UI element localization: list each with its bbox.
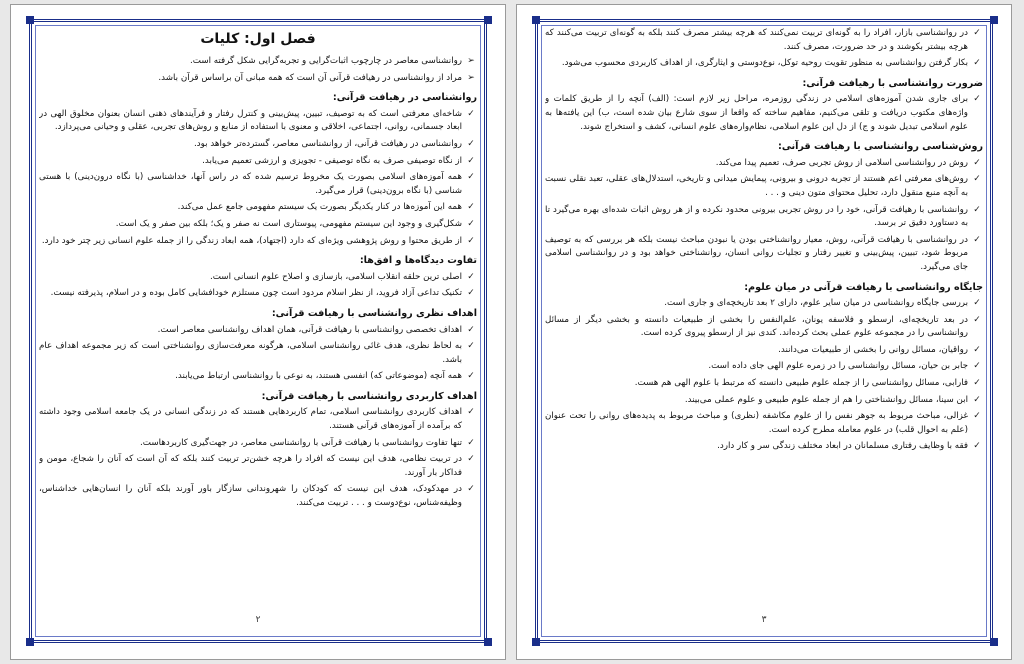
checkmark-bullet-icon: ✓ — [973, 204, 981, 215]
list-item: ✓ تنها تفاوت روانشناسی با رهیافت قرآنی با روانشناسی معاصر، در جهت‌گیری کاربردهاست. — [39, 437, 477, 451]
intro-item: ➢ مراد از روانشناسی در رهیافت قرآنی آن است که همه مبانی آن براساس قرآن باشد. — [39, 72, 477, 86]
list-item: ✓ در روانشناسی بازار، افراد را به گونه‌ای تربیت نمی‌کنند که هرچه بیشتر مصرف کنند بلکه به گونه‌ای تربیت می‌کنند که هرچه بیشتر بکوشند و در حد ضرورت، مصرف کنند. — [545, 27, 983, 54]
section-heading: اهداف کاربردی روانشناسی با رهیافت قرآنی: — [261, 390, 477, 402]
checkmark-bullet-icon: ✓ — [467, 324, 475, 335]
section-heading: جایگاه روانشناسی با رهیافت قرآنی در میان علوم: — [744, 281, 983, 293]
page-content — [39, 27, 477, 629]
checkmark-bullet-icon: ✓ — [467, 437, 475, 448]
list-item: ✓ در بعد تاریخچه‌ای، ارسطو و فلاسفه یونان، علم‌النفس را بخشی از طبیعیات دانسته و بخشی دیگر از مسائل روانشناسی را در مجموعه علوم عملی بحث کرده‌اند. کندی نیز از ارسطو پیروی کرده است. — [545, 314, 983, 341]
checkmark-bullet-icon: ✓ — [467, 341, 475, 352]
checkmark-bullet-icon: ✓ — [467, 202, 475, 213]
list-item: ✓ فارابی، مسائل روانشناسی را از جمله علوم طبیعی دانسته که مرتبط با علوم الهی هم هست. — [545, 377, 983, 391]
checkmark-bullet-icon: ✓ — [467, 407, 475, 418]
list-item: ✓ روش‌های معرفتی اعم هستند از تجربه درونی و بیرونی، پیمایش میدانی و تاریخی، استدلال‌های عقلی، تعبد نقلی نسبت به آنچه منبع منقول دارد، تحلیل محتوای متون دینی و . . . — [545, 173, 983, 200]
checkmark-bullet-icon: ✓ — [467, 218, 475, 229]
checkmark-bullet-icon: ✓ — [467, 454, 475, 465]
arrow-bullet-icon: ➢ — [467, 56, 475, 66]
list-item: ✓ همه این آموزه‌ها در کنار یکدیگر بصورت یک سیستم مفهومی جامع عمل می‌کند. — [39, 201, 477, 215]
page-content — [545, 27, 983, 629]
section-heading: اهداف نظری روانشناسی با رهیافت قرآنی: — [271, 307, 477, 319]
list-item: ✓ در تربیت نظامی، هدف این نیست که افراد را هرچه خشن‌تر تربیت کنند بلکه که آن است که آنان را شجاع، مومن و فداکار بار آورند. — [39, 453, 477, 480]
list-item: ✓ همه آموزه‌های اسلامی بصورت یک مخروط ترسیم شده که در راس آنها، خداشناسی (با نگاه درون‌دینی) با هستی شناسی (با نگاه برون‌دینی) قرار می‌گیرد. — [39, 171, 477, 198]
checkmark-bullet-icon: ✓ — [467, 138, 475, 149]
checkmark-bullet-icon: ✓ — [467, 235, 475, 246]
checkmark-bullet-icon: ✓ — [467, 371, 475, 382]
checkmark-bullet-icon: ✓ — [973, 94, 981, 105]
list-item: ✓ روش در روانشناسی اسلامی از روش تجربی صرف، تعمیم پیدا می‌کند. — [545, 157, 983, 171]
page-number: ۲ — [255, 615, 261, 625]
list-item: ✓ بکار گرفتن روانشناسی به منظور تقویت روحیه توکل، نوع‌دوستی و ایثارگری، از اهداف کاربردی محسوب می‌شود. — [545, 57, 983, 71]
section-heading: تفاوت دیدگاه‌ها و افق‌ها: — [359, 255, 477, 267]
list-item: ✓ همه آنچه (موضوعاتی که) انفسی هستند، به نوعی با روانشناسی ارتباط می‌یابند. — [39, 370, 477, 384]
list-item: ✓ اصلی ترین حلقه انقلاب اسلامی، بازسازی و اصلاح علوم انسانی است. — [39, 271, 477, 285]
checkmark-bullet-icon: ✓ — [973, 344, 981, 355]
list-item: ✓ تکنیک تداعی آزاد فروید، از نظر اسلام مردود است چون مستلزم خودافشایی کامل بوده و در اسلام، پذیرفته نیست. — [39, 287, 477, 301]
list-item: ✓ روانشناسی در رهیافت قرآنی، از روانشناسی معاصر، گسترده‌تر خواهد بود. — [39, 138, 477, 152]
section-heading: روش‌شناسی روانشناسی با رهیافت قرآنی: — [778, 141, 983, 153]
list-item: ✓ شکل‌گیری و وجود این سیستم مفهومی، پیوستاری است نه صفر و یک؛ بلکه بین صفر و یک است. — [39, 218, 477, 232]
checkmark-bullet-icon: ✓ — [973, 441, 981, 452]
list-item: ✓ جابر بن حیان، مسائل روانشناسی را در زمره علوم الهی جای داده است. — [545, 360, 983, 374]
checkmark-bullet-icon: ✓ — [467, 155, 475, 166]
section-heading: روانشناسی در رهیافت قرآنی: — [332, 92, 477, 104]
list-item: ✓ غزالی، مباحث مربوط به جوهر نفس را از علوم مکاشفه (نظری) و مباحث مربوط به پدیده‌های روانی را تحت عنوان (علم به احوال قلب) در علوم معامله مطرح کرده است. — [545, 410, 983, 437]
list-item: ✓ رواقیان، مسائل روانی را بخشی از طبیعیات می‌دانند. — [545, 344, 983, 358]
list-item: ✓ برای جاری شدن آموزه‌های اسلامی در زندگی روزمره، مراحل زیر لازم است: (الف) آنچه را از طریق کلمات و واژه‌های مکتوب دریافت و تلقی می‌کنیم، مفاهیم ساخته که واقعا از سوی شارع بیان شده است، ب) این یافته‌ها به علوم اسلامی تبدیل شوند و ج) از دل این علوم اسلامی، نظام‌واره‌های علوم انسانی، کشف و استخراج شوند. — [545, 93, 983, 134]
list-item: ✓ فقه با وظایف رفتاری مسلمانان در ابعاد مختلف زندگی سر و کار دارد. — [545, 440, 983, 454]
checkmark-bullet-icon: ✓ — [467, 484, 475, 495]
list-item: ✓ بررسی جایگاه روانشناسی در میان سایر علوم، دارای ۲ بعد تاریخچه‌ای و جاری است. — [545, 297, 983, 311]
checkmark-bullet-icon: ✓ — [973, 157, 981, 168]
checkmark-bullet-icon: ✓ — [973, 378, 981, 389]
checkmark-bullet-icon: ✓ — [973, 394, 981, 405]
list-item: ✓ روانشناسی با رهیافت قرآنی، خود را در روش تجربی بیرونی محدود نکرده و از هر روش اثبات شده‌ای بهره می‌گیرد تا به دستاورد دقیق تر برسد. — [545, 204, 983, 231]
list-item: ✓ در مهدکودک، هدف این نیست که کودکان را شهروندانی سازگار باور آورند بلکه آنان را انسان‌هایی خداشناس، وظیفه‌شناس، نوع‌دوست و . . . تربیت می‌کنند. — [39, 483, 477, 510]
list-item: ✓ اهداف تخصصی روانشناسی با رهیافت قرآنی، همان اهداف روانشناسی معاصر است. — [39, 324, 477, 338]
checkmark-bullet-icon: ✓ — [467, 271, 475, 282]
list-item: ✓ در روانشناسی با رهیافت قرآنی، روش، معیار روانشناختی بودن یا نبودن مباحث نیست بلکه هر بررسی که به توصیف مربوط شود، تبیین، پیش‌بینی و تغییر رفتار و تجلیات روانی انسان، روانشناختی خواهد بود و در روانشناسی اسلامی جای می‌گیرد. — [545, 234, 983, 275]
intro-item: ➢ روانشناسی معاصر در چارچوب اثبات‌گرایی و تجربه‌گرایی شکل گرفته است. — [39, 55, 477, 69]
checkmark-bullet-icon: ✓ — [973, 174, 981, 185]
checkmark-bullet-icon: ✓ — [973, 314, 981, 325]
checkmark-bullet-icon: ✓ — [973, 28, 981, 38]
checkmark-bullet-icon: ✓ — [467, 172, 475, 183]
checkmark-bullet-icon: ✓ — [467, 108, 475, 119]
arrow-bullet-icon: ➢ — [467, 72, 475, 83]
checkmark-bullet-icon: ✓ — [467, 288, 475, 299]
list-item: ✓ اهداف کاربردی روانشناسی اسلامی، تمام کاربردهایی هستند که در زندگی انسانی در یک جامعه اسلامی وجود داشته که برآمده از آموزه‌های قرآنی هستند. — [39, 406, 477, 433]
checkmark-bullet-icon: ✓ — [973, 234, 981, 245]
checkmark-bullet-icon: ✓ — [973, 58, 981, 69]
list-item: ✓ ابن سینا، مسائل روانشناختی را هم از جمله علوم طبیعی و علوم عملی می‌بیند. — [545, 394, 983, 408]
list-item: ✓ به لحاظ نظری، هدف غائی روانشناسی اسلامی، هرگونه معرفت‌سازی روانشناختی است که زیر مجموعه اهداف عام باشد. — [39, 340, 477, 367]
list-item: ✓ شاخه‌ای معرفتی است که به توصیف، تبیین، پیش‌بینی و کنترل رفتار و فرآیندهای ذهنی انسان بعنوان مخلوق الهی در ابعاد جسمانی، روانی، اجتماعی، اخلاقی و معنوی با استفاده از منابع و روش‌های تجربی، عقلی و وحیانی می‌پردازد. — [39, 108, 477, 135]
checkmark-bullet-icon: ✓ — [973, 361, 981, 372]
checkmark-bullet-icon: ✓ — [973, 411, 981, 422]
section-heading: ضرورت روانشناسی با رهیافت قرآنی: — [802, 77, 983, 89]
document-page-right — [516, 4, 1012, 660]
chapter-title: فصل اول: کلیات — [200, 31, 316, 47]
list-item: ✓ از طریق محتوا و روش پژوهشی ویژه‌ای که دارد (اجتهاد)، همه ابعاد زندگی را از جمله علوم انسانی زیر چتر خود دارد. — [39, 235, 477, 249]
page-number: ۳ — [761, 615, 767, 625]
list-item: ✓ از نگاه توصیفی صرف به نگاه توصیفی - تجویزی و ارزشی تعمیم می‌یابد. — [39, 155, 477, 169]
checkmark-bullet-icon: ✓ — [973, 298, 981, 309]
document-page-left — [10, 4, 506, 660]
